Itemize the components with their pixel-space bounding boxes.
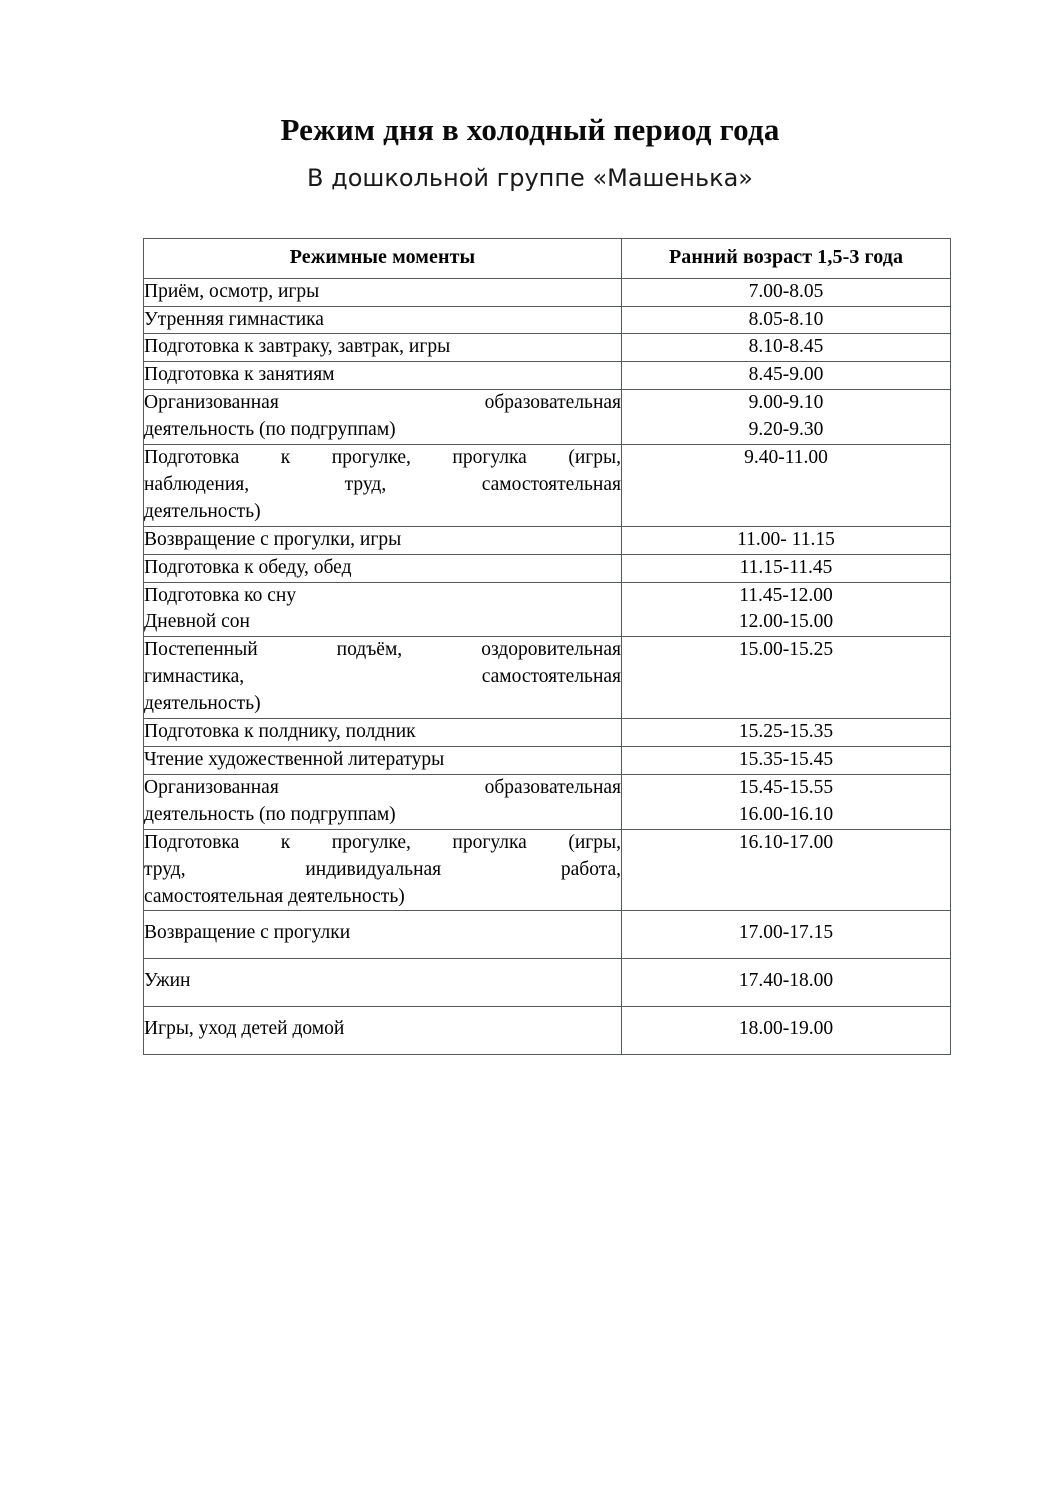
table-row <box>144 278 951 306</box>
time-value: 15.45-15.55 <box>738 776 834 798</box>
cell-regime-moment <box>144 774 622 829</box>
time-value: 9.00-9.10 <box>748 392 824 414</box>
cell-regime-moment <box>144 637 622 719</box>
cell-regime-moment <box>144 1007 622 1055</box>
table-row <box>144 911 951 959</box>
cell-text-line: наблюдения, труд, самостоятельная <box>144 473 621 495</box>
cell-text-line: Возвращение с прогулки, игры <box>144 528 402 550</box>
column-header-time: Ранний возраст 1,5-3 года <box>622 239 951 279</box>
cell-text-line: гимнастика, самостоятельная <box>144 666 621 688</box>
cell-text-line: деятельность) <box>144 693 261 715</box>
time-value: 8.05-8.10 <box>748 308 824 330</box>
cell-text-line: Подготовка к прогулке, прогулка (игры, <box>144 831 621 853</box>
cell-text-line: Организованная образовательная <box>144 392 621 414</box>
table-row <box>144 829 951 911</box>
table-row <box>144 526 951 554</box>
cell-text-line: Возвращение с прогулки <box>144 922 351 944</box>
cell-regime-moment <box>144 362 622 390</box>
cell-text-line: Организованная образовательная <box>144 776 621 798</box>
cell-time-range <box>622 582 951 637</box>
cell-text-line: Подготовка к завтраку, завтрак, игры <box>144 336 451 358</box>
table-row <box>144 362 951 390</box>
table-row <box>144 637 951 719</box>
cell-text-line: Дневной сон <box>144 611 250 633</box>
cell-text-line: Утренняя гимнастика <box>144 308 324 330</box>
time-value: 9.40-11.00 <box>744 447 828 469</box>
cell-time-range <box>622 719 951 747</box>
table-row <box>144 774 951 829</box>
cell-time-range <box>622 747 951 775</box>
time-value: 15.35-15.45 <box>738 749 834 770</box>
cell-text-line: Подготовка ко сну <box>144 584 297 606</box>
time-value: 15.00-15.25 <box>738 639 834 661</box>
page-subtitle: В дошкольной группе «Машенька» <box>307 163 753 192</box>
table-row <box>144 445 951 527</box>
cell-text-line: деятельность (по подгруппам) <box>144 419 396 441</box>
cell-text-line: Подготовка к обеду, обед <box>144 556 352 578</box>
time-value: 17.00-17.15 <box>738 922 834 944</box>
time-value: 17.40-18.00 <box>738 970 834 992</box>
schedule-table-container <box>143 238 950 1055</box>
time-value: 9.20-9.30 <box>748 419 824 441</box>
cell-time-range <box>622 390 951 445</box>
cell-text-line: самостоятельная деятельность) <box>144 885 405 907</box>
cell-regime-moment <box>144 334 622 362</box>
cell-time-range <box>622 306 951 334</box>
table-row <box>144 959 951 1007</box>
cell-time-range <box>622 1007 951 1055</box>
cell-regime-moment <box>144 719 622 747</box>
time-value: 7.00-8.05 <box>748 280 824 302</box>
cell-text-line: Подготовка к прогулке, прогулка (игры, <box>144 447 621 469</box>
cell-regime-moment <box>144 306 622 334</box>
cell-text-line: деятельность (по подгруппам) <box>144 803 396 825</box>
table-row <box>144 719 951 747</box>
cell-regime-moment <box>144 390 622 445</box>
cell-time-range <box>622 445 951 527</box>
cell-time-range <box>622 334 951 362</box>
cell-text-line: Игры, уход детей домой <box>144 1018 345 1040</box>
time-value: 8.10-8.45 <box>748 336 824 358</box>
cell-time-range <box>622 526 951 554</box>
cell-time-range <box>622 554 951 582</box>
time-value: 12.00-15.00 <box>738 611 834 633</box>
time-value: 15.25-15.35 <box>738 721 834 743</box>
cell-regime-moment <box>144 959 622 1007</box>
page-title: Режим дня в холодный период года <box>280 112 780 147</box>
cell-time-range <box>622 911 951 959</box>
cell-regime-moment <box>144 829 622 911</box>
time-value: 16.00-16.10 <box>738 803 834 825</box>
cell-time-range <box>622 829 951 911</box>
table-header-row <box>144 239 951 279</box>
cell-time-range <box>622 959 951 1007</box>
schedule-table <box>143 238 951 1055</box>
table-row <box>144 554 951 582</box>
time-value: 11.45-12.00 <box>739 584 833 606</box>
cell-regime-moment <box>144 445 622 527</box>
cell-regime-moment <box>144 278 622 306</box>
cell-time-range <box>622 637 951 719</box>
time-value: 18.00-19.00 <box>738 1018 834 1040</box>
table-row <box>144 747 951 775</box>
cell-text-line: Постепенный подъём, оздоровительная <box>144 639 621 661</box>
cell-regime-moment <box>144 911 622 959</box>
cell-text-line: деятельность) <box>144 500 261 522</box>
cell-time-range <box>622 774 951 829</box>
column-header-moment: Режимные моменты <box>144 239 622 279</box>
table-row <box>144 306 951 334</box>
cell-text-line: труд, индивидуальная работа, <box>144 858 621 880</box>
cell-regime-moment <box>144 747 622 775</box>
cell-text-line: Чтение художественной литературы <box>144 749 445 770</box>
cell-text-line: Ужин <box>144 970 191 992</box>
cell-time-range <box>622 278 951 306</box>
cell-time-range <box>622 362 951 390</box>
cell-text-line: Приём, осмотр, игры <box>144 280 320 302</box>
time-value: 11.00- 11.15 <box>737 528 835 550</box>
cell-regime-moment <box>144 554 622 582</box>
table-row <box>144 1007 951 1055</box>
table-row <box>144 334 951 362</box>
cell-regime-moment <box>144 582 622 637</box>
table-header <box>144 239 951 279</box>
cell-regime-moment <box>144 526 622 554</box>
cell-text-line: Подготовка к полднику, полдник <box>144 721 416 743</box>
table-row <box>144 390 951 445</box>
table-body <box>144 278 951 1055</box>
time-value: 16.10-17.00 <box>738 831 834 853</box>
time-value: 11.15-11.45 <box>739 556 833 578</box>
time-value: 8.45-9.00 <box>748 364 824 386</box>
cell-text-line: Подготовка к занятиям <box>144 364 335 386</box>
table-row <box>144 582 951 637</box>
